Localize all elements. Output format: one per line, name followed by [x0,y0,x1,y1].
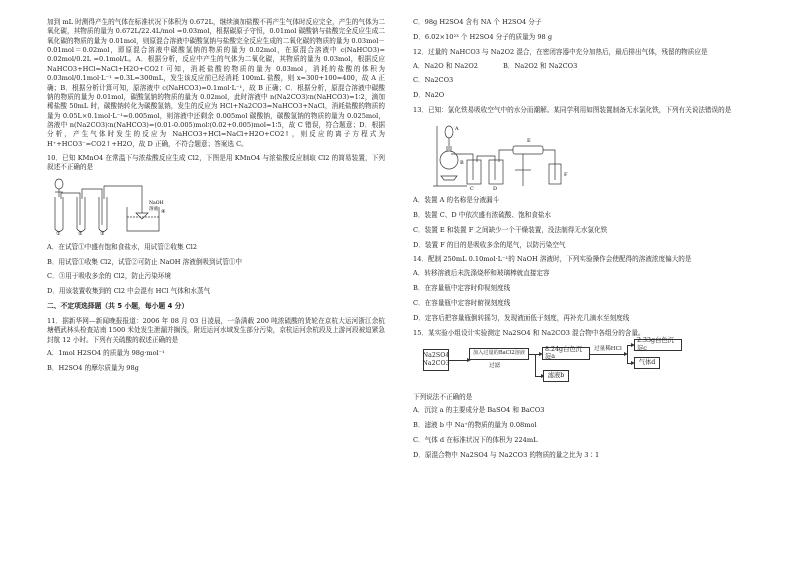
filtrate-b-text: 滤液b [547,371,565,379]
q10-option-c[interactable]: C．③用于吸收多余的 Cl2，防止污染环境 [47,272,171,281]
q13-option-c[interactable]: C．装置 E 和装置 F 之间缺少一个干燥装置，没法制得无水氯化铁 [413,225,608,234]
mixture-na2co3: Na2CO3 [422,359,450,367]
q11-option-b[interactable]: B．H2SO4 的摩尔质量为 98g [47,364,139,373]
beaker-label: ④ [161,208,166,215]
precipitate-c-text: 2.33g白色沉淀c [637,337,674,352]
section-2-heading: 二、不定项选择题（共 5 小题，每小题 4 分） [47,302,189,311]
step1-filter-label: 过滤 [489,362,501,369]
gas-d-box [634,357,660,369]
q10-option-b[interactable]: B．用试管①收集 Cl2，试管②可防止 NaOH 溶液倒吸到试管①中 [47,257,242,266]
q14-option-a[interactable]: A．转移溶液后未洗涤烧杯和玻璃棒就直接定容 [413,269,550,278]
apparatus-a-label: A [455,126,459,133]
question-10-options [47,243,385,297]
q11-option-a[interactable]: A．1mol H2SO4 的质量为 98g·mol⁻¹ [47,349,165,358]
precipitate-a-text: 8.24g白色沉淀a [545,345,582,361]
tube-2-label: ② [78,230,83,237]
q13-option-b[interactable]: B．装置 C、D 中依次盛有浓硫酸、饱和食盐水 [413,210,552,219]
question-12-stem: 12．过量的 NaHCO3 与 Na2O2 混合，在密闭容器中充分加热后，最后排出气体，残留的物质应是 [413,47,708,56]
q11-option-d[interactable]: D．6.02×10²³ 个 H2SO4 分子的质量为 98 g [413,32,553,41]
q12-option-d[interactable]: D．Na2O [413,91,445,100]
chlorine-apparatus-figure [47,177,177,237]
arrow-to-filtrate-b [535,376,543,377]
question-15-prompt: 下列说法不正确的是 [413,392,473,401]
separation-flowchart [422,337,723,387]
question-13-options [413,196,753,250]
step2-reagent-label: 过量稀HCl [594,345,622,352]
q13-option-a[interactable]: A．装置 A 的名称是分液漏斗 [413,196,500,205]
apparatus-c-label: C [470,186,474,191]
precipitate-a-box [542,347,590,360]
q10-option-d[interactable]: D．用该装置收集到的 Cl2 中会混有 HCl 气体和水蒸气 [47,287,211,296]
q15-option-b[interactable]: B．滤液 b 中 Na⁺的物质的量为 0.08mol [413,421,537,430]
mixture-na2so4: Na2SO4 [422,352,450,360]
q12-option-c[interactable]: C．Na2CO3 [413,76,454,85]
q10-option-a[interactable]: A．在试管①中盛有饱和食盐水，用试管②收集 Cl2 [47,242,198,251]
step1-box [469,348,529,360]
apparatus-b-label: B [460,160,464,167]
chlorine-apparatus-drawing [47,177,177,237]
question-14-stem: 14．配制 250mL 0.10mol·L⁻¹的 NaOH 溶液时，下列实验操作会使配得的溶液浓度偏大的是 [413,255,692,264]
apparatus-f-label: F [564,172,568,179]
q14-option-d[interactable]: D．定容后把容量瓶倒转摇匀，发现液面低于刻度，再补充几滴水至刻度线 [413,313,630,322]
question-11-stem: 11．据新华网—新闻晚报报道：2006 年 08 月 03 日凌晨，一条满载 200 吨浓硫酸的货轮在京杭大运河浙江余杭塘栖武林头检查站南 1500 米处发生泄漏并搁浅，附近运河水域发生部分污染，京杭运河余杭段及上游河段被迫紧急封航 12 小时。下列有关硫酸的叙述正确的是 [47,316,385,344]
q15-option-d[interactable]: D．原混合物中 Na2SO4 与 Na2CO3 的物质的量之比为 3∶1 [413,451,600,460]
arrow-to-step1 [449,360,469,361]
q15-option-a[interactable]: A．沉淀 a 的主要成分是 BaSO4 和 BaCO3 [413,406,545,415]
q11-option-c[interactable]: C．98g H2SO4 含有 NA 个 H2SO4 分子 [413,18,542,26]
q15-option-c[interactable]: C．气体 d 在标准状况下的体积为 224mL [413,436,538,445]
precipitate-c-box [634,339,682,351]
left-column [47,18,385,379]
q12-options-row-1 [413,62,753,71]
answer-explanation-paragraph: 加到 mL 时测得产生的气体在标准状况下体积为 0.672L，继续滴加盐酸不再产生气体时反应完全，产生的气体为二氧化碳，其物质的量为 0.672L/22.4L/mol =0.03mol，根据碳原子守恒，0.01mol 碳酸钠与盐酸完全反应生成二氧化碳的物质的量为 0.01mol，则原混合溶液中碳酸氢钠与盐酸完全反应生成的二氧化碳的物质的量为 0.03mol－0.01mol＝0.02mol，即原混合溶液中碳酸氢钠的物质的量为 0.02mol，在原混合溶液中 c(NaHCO3)= 0.02mol/0.2L =0.1mol/L。A．根据分析，反应中产生的气体为二氧化碳，其物质的量为 0.03mol，根据反应 NaHCO3+HCl=NaCl+H2O+CO2↑可知，消耗盐酸的物质的量为 0.03mol，消耗的盐酸的体积为 0.03mol/0.1mol·L⁻¹ =0.3L=300mL，发生该反应前已经消耗 100mL 盐酸，则 x=300+100=400，故 A 正确；B．根据分析计算可知，原溶液中 c(NaHCO3)=0.1mol·L⁻¹，故 B 正确；C．根据分析，原混合溶液中碳酸钠的物质的量为 0.01mol，碳酸氢钠的物质的量为 0.02mol，此时溶液中 n(Na2CO3)∶n(NaHCO3)=1∶2，滴加稀盐酸 50mL 时，碳酸钠转化为碳酸氢钠，发生的反应为 HCl+Na2CO3=NaHCO3+NaCl，消耗盐酸的物质的量为 0.05L×0.1mol·L⁻¹=0.005mol，则溶液中还剩余 0.005mol 碳酸钠，碳酸氢钠的物质的量为 0.025mol，溶液中 n(Na2CO3)∶n(NaHCO3)=(0.01-0.005)mol∶(0.02+0.005)mol=1∶5，故 C 错误，符合题意；D．根据分析，产生气体时发生的反应为 NaHCO3+HCl=NaCl+H2O+CO2↑，则反应的离子方程式为 H⁺+HCO3⁻=CO2↑+H2O，故 D 正确，不符合题意；答案选 C。 [47,18,385,148]
naoh-solution-label: 溶液 [149,206,159,212]
mixture-box [423,349,449,371]
q12-option-a[interactable]: A．Na2O 和 Na2O2 [413,61,478,70]
arrow-to-gas-d [627,363,633,364]
apparatus-d-label: D [493,186,498,191]
branch-to-filtrate [535,354,536,376]
q13-option-d[interactable]: D．装置 F 的目的是吸收多余的尾气，以防污染空气 [413,240,566,249]
q12-option-b[interactable]: B．Na2O2 和 Na2CO3 [503,61,578,70]
question-10-stem: 10．已知 KMnO4 在常温下与浓盐酸反应生成 Cl2，下图是用 KMnO4 与浓盐酸反应制取 Cl2 的简易装置，下列叙述不正确的是 [47,153,385,171]
step1-reagent: 加入过量的BaCl2溶液 [472,350,526,357]
tube-1-label: ① [56,230,61,237]
filtrate-b-box [543,370,569,382]
ferric-chloride-apparatus-drawing [427,120,577,190]
arrow-to-precip-c [627,345,633,346]
apparatus-e-label: E [527,138,531,145]
arrow-to-step2 [590,354,626,355]
question-15-stem: 15．某实验小组设计实验测定 Na2SO4 和 Na2CO3 混合物中各组分的含量。 [413,328,645,337]
question-13-stem: 13．已知：氯化铁易吸收空气中的水分而潮解。某同学利用如图装置制备无水氯化铁，下列有关说法错误的是 [413,106,732,115]
branch-step2 [627,345,628,363]
ferric-chloride-apparatus-figure [427,120,577,190]
q14-option-c[interactable]: C．在容量瓶中定容时俯视刻度线 [413,299,511,308]
tube-3-label: ③ [100,230,105,237]
q14-option-b[interactable]: B．在容量瓶中定容时仰视刻度线 [413,284,511,293]
gas-d-text: 气体d [638,358,656,366]
right-column [413,18,753,466]
naoh-label: NaOH [149,200,164,206]
